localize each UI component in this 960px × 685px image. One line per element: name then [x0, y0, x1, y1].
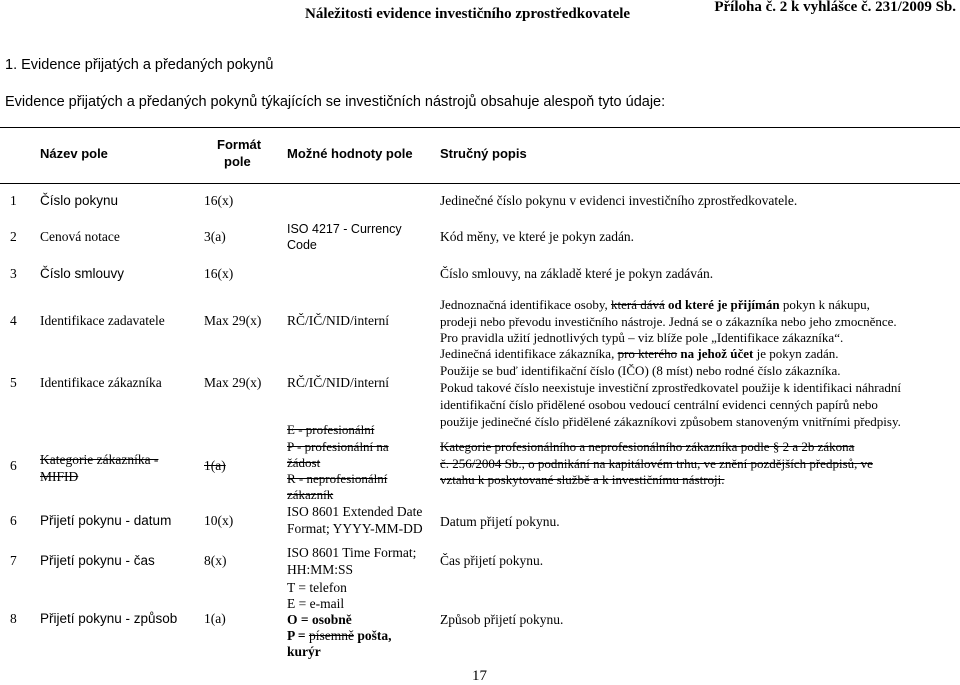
- document-header-title: Náležitosti evidence investičního zprostředkovatele: [305, 6, 631, 22]
- field-format: Max 29(x): [204, 313, 262, 328]
- field-values-line5: kurýr: [287, 644, 321, 659]
- field-name: Kategorie zákazníka -: [40, 452, 159, 467]
- annex-reference: Příloha č. 2 k vyhlášce č. 231/2009 Sb.: [714, 0, 956, 15]
- field-description: Jedinečná identifikace zákazníka, pro kterého na jehož účet je pokyn zadán.: [440, 346, 839, 361]
- section-intro: Evidence přijatých a předaných pokynů týkajících se investičních nástrojů obsahuje alespoň tyto údaje:: [5, 94, 666, 110]
- col-header-description: Stručný popis: [440, 146, 527, 161]
- field-format: 16(x): [204, 266, 234, 281]
- row-number: 6: [10, 458, 17, 473]
- page-number: 17: [472, 668, 487, 684]
- field-values: RČ/IČ/NID/interní: [287, 313, 389, 328]
- row-number: 3: [10, 266, 17, 281]
- field-values: ISO 8601 Time Format;: [287, 545, 417, 560]
- field-description-line2: č. 256/2004 Sb., o podnikání na kapitálovém trhu, ve znění pozdějších předpisů, ve: [440, 456, 873, 471]
- field-name-line2: MIFID: [40, 469, 79, 484]
- field-description: Kód měny, ve které je pokyn zadán.: [440, 229, 635, 244]
- field-name: Identifikace zadavatele: [40, 313, 165, 328]
- field-description-line3: Pro pravidla užití jednotlivých typů – viz blíže pole „Identifikace zákazníka“.: [440, 330, 844, 345]
- field-format: 16(x): [204, 193, 234, 208]
- field-values-line3: O = osobně: [287, 612, 352, 627]
- field-format: 1(a): [204, 611, 226, 626]
- field-format: 3(a): [204, 229, 226, 244]
- row-number: 5: [10, 375, 17, 390]
- col-header-format: Formát: [217, 137, 262, 152]
- field-name: Cenová notace: [40, 229, 120, 244]
- table-top-rule: [0, 127, 960, 128]
- field-description: Číslo smlouvy, na základě které je pokyn zadáván.: [440, 266, 714, 281]
- col-header-name: Název pole: [40, 146, 108, 161]
- field-description-line4: identifikační číslo přidělené osobou vedoucí centrální evidenci cenných papírů nebo: [440, 397, 878, 412]
- field-values-line2: E = e-mail: [287, 596, 345, 611]
- row-number: 1: [10, 193, 17, 208]
- row-number: 6: [10, 513, 17, 528]
- col-header-format-line2: pole: [224, 154, 251, 169]
- field-description: Způsob přijetí pokynu.: [440, 612, 564, 627]
- row-number: 2: [10, 229, 17, 244]
- field-description: Čas přijetí pokynu.: [440, 553, 544, 568]
- field-values-line4: P = písemně pošta,: [287, 628, 392, 643]
- field-values-line2: Code: [287, 238, 317, 252]
- field-name: Číslo pokynu: [40, 193, 119, 208]
- field-name: Přijetí pokynu - způsob: [40, 611, 178, 626]
- field-values-line2: Format; YYYY-MM-DD: [287, 521, 423, 536]
- field-name: Číslo smlouvy: [40, 266, 125, 281]
- row-number: 4: [10, 313, 17, 328]
- field-description: Kategorie profesionálního a neprofesionálního zákazníka podle § 2 a 2b zákona: [440, 439, 855, 454]
- field-values-line2: P - profesionální na: [287, 439, 389, 454]
- field-description-line2: prodeji nebo převodu investičního nástroje. Jedná se o zákazníka nebo jeho zmocněnce.: [440, 314, 897, 329]
- field-description-line3: Pokud takové číslo neexistuje investiční zprostředkovatel použije k identifikaci náhradní: [440, 380, 902, 395]
- field-values-line2: HH:MM:SS: [287, 562, 354, 577]
- field-description: Jedinečné číslo pokynu v evidenci investičního zprostředkovatele.: [440, 193, 798, 208]
- field-values: ISO 4217 - Currency: [287, 222, 402, 236]
- col-header-values: Možné hodnoty pole: [287, 146, 413, 161]
- field-values: E - profesionální: [287, 422, 375, 437]
- field-format: 1(a): [204, 458, 226, 473]
- field-values-line3: žádost: [287, 455, 321, 470]
- section-title: 1. Evidence přijatých a předaných pokynů: [5, 57, 274, 73]
- row-number: 8: [10, 611, 17, 626]
- field-name: Přijetí pokynu - datum: [40, 513, 172, 528]
- field-description: Jednoznačná identifikace osoby, která dává od které je přijímán pokyn k nákupu,: [440, 297, 870, 312]
- field-description-line2: Použije se buď identifikační číslo (IČO) (8 míst) nebo rodné číslo zákazníka.: [440, 363, 841, 378]
- field-format: 8(x): [204, 553, 227, 568]
- field-values: RČ/IČ/NID/interní: [287, 375, 389, 390]
- field-values: T = telefon: [287, 580, 347, 595]
- field-values: ISO 8601 Extended Date: [287, 504, 423, 519]
- field-description-line5: použije jedinečné číslo přidělené zákazníkovi způsobem stanoveným vnitřními předpisy.: [440, 414, 901, 429]
- field-name: Přijetí pokynu - čas: [40, 553, 155, 568]
- field-format: 10(x): [204, 513, 234, 528]
- field-description: Datum přijetí pokynu.: [440, 514, 560, 529]
- field-description-line3: vztahu k poskytované službě a k investičnímu nástroji.: [440, 472, 725, 487]
- header-bottom-rule: [0, 183, 960, 184]
- field-name: Identifikace zákazníka: [40, 375, 162, 390]
- field-values-line5: zákazník: [287, 487, 334, 502]
- field-format: Max 29(x): [204, 375, 262, 390]
- field-values-line4: R - neprofesionální: [287, 471, 388, 486]
- row-number: 7: [10, 553, 17, 568]
